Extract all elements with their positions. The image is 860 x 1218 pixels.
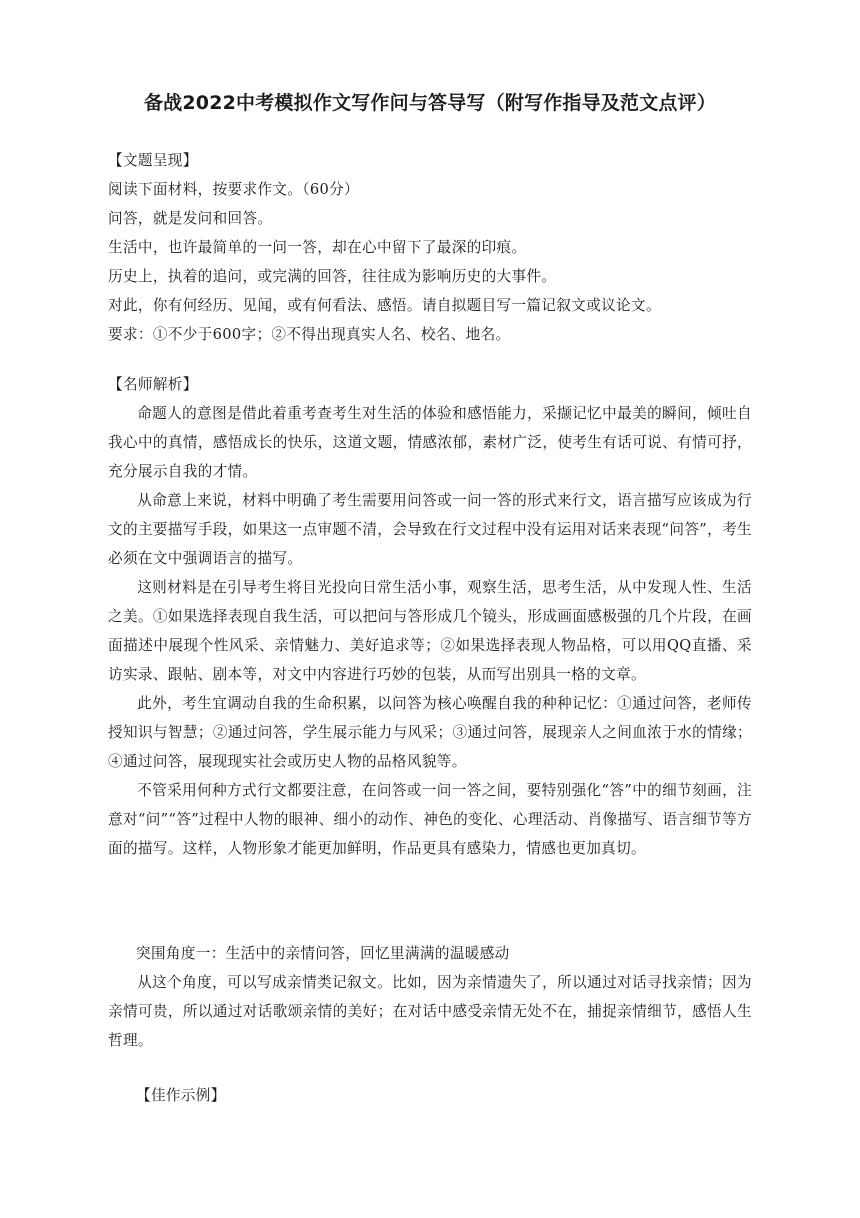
topic-heading: 【文题呈现】	[108, 152, 198, 169]
angle-paragraph: 从这个角度，可以写成亲情类记叙文。比如，因为亲情遗失了，所以通过对话寻找亲情；因为亲情可贵，所以通过对话歌颂亲情的美好；在对话中感受亲情无处不在，捕捉亲情细节，感悟人生哲理。	[108, 974, 752, 1049]
analysis-paragraph: 从命意上来说，材料中明确了考生需要用问答或一问一答的形式来行文，语言描写应该成为行文的主要描写手段，如果这一点审题不清，会导致在行文过程中没有运用对话来表现“问答”，考生必须在文中强调语言的描写。	[108, 492, 752, 567]
analysis-paragraph: 这则材料是在引导考生将目光投向日常生活小事，观察生活，思考生活，从中发现人性、生活之美。①如果选择表现自我生活，可以把问与答形成几个镜头，形成画面感极强的几个片段，在画面描述中展现个性风采、亲情魅力、美好追求等；②如果选择表现人物品格，可以用QQ直播、采访实录、跟帖、剧本等，对文中内容进行巧妙的包装，从而写出别具一格的文章。	[108, 579, 752, 683]
example-heading: 【佳作示例】	[136, 1087, 226, 1104]
topic-line: 生活中，也许最简单的一问一答，却在心中留下了最深的印痕。	[108, 239, 527, 256]
topic-line: 阅读下面材料，按要求作文。（60分）	[108, 181, 360, 198]
document-title: 备战2022中考模拟作文写作问与答导写（附写作指导及范文点评）	[143, 92, 717, 114]
analysis-paragraph: 命题人的意图是借此着重考查考生对生活的体验和感悟能力，采撷记忆中最美的瞬间，倾吐自我心中的真情，感悟成长的快乐，这道文题，情感浓郁，素材广泛，使考生有话可说、有情可抒，充分展示自我的才情。	[108, 405, 752, 480]
topic-line: 要求：①不少于600字；②不得出现真实人名、校名、地名。	[108, 326, 511, 343]
topic-line: 历史上，执着的追问，或完满的回答，往往成为影响历史的大事件。	[108, 268, 557, 285]
topic-line: 对此，你有何经历、见闻，或有何看法、感悟。请自拟题目写一篇记叙文或议论文。	[108, 297, 661, 314]
topic-section	[108, 146, 752, 349]
angle-heading: 突围角度一：生活中的亲情问答，回忆里满满的温暖感动	[136, 945, 510, 962]
analysis-paragraph: 不管采用何种方式行文都要注意，在问答或一问一答之间，要特别强化“答”中的细节刻画，注意对“问”“答”过程中人物的眼神、细小的动作、神色的变化、心理活动、肖像描写、语言细节等方面的描写。这样，人物形象才能更加鲜明，作品更具有感染力，情感也更加真切。	[108, 782, 752, 857]
analysis-section	[108, 370, 752, 399]
angle-section	[108, 939, 752, 1055]
topic-line: 问答，就是发问和回答。	[108, 210, 273, 227]
analysis-paragraph: 此外，考生宜调动自我的生命积累，以问答为核心唤醒自我的种种记忆：①通过问答，老师传授知识与智慧；②通过问答，学生展示能力与风采；③通过问答，展现亲人之间血浓于水的情缘；④通过问答，展现现实社会或历史人物的品格风貌等。	[108, 695, 752, 770]
analysis-heading: 【名师解析】	[108, 376, 198, 393]
analysis-body	[108, 399, 752, 863]
example-section	[108, 1081, 752, 1110]
